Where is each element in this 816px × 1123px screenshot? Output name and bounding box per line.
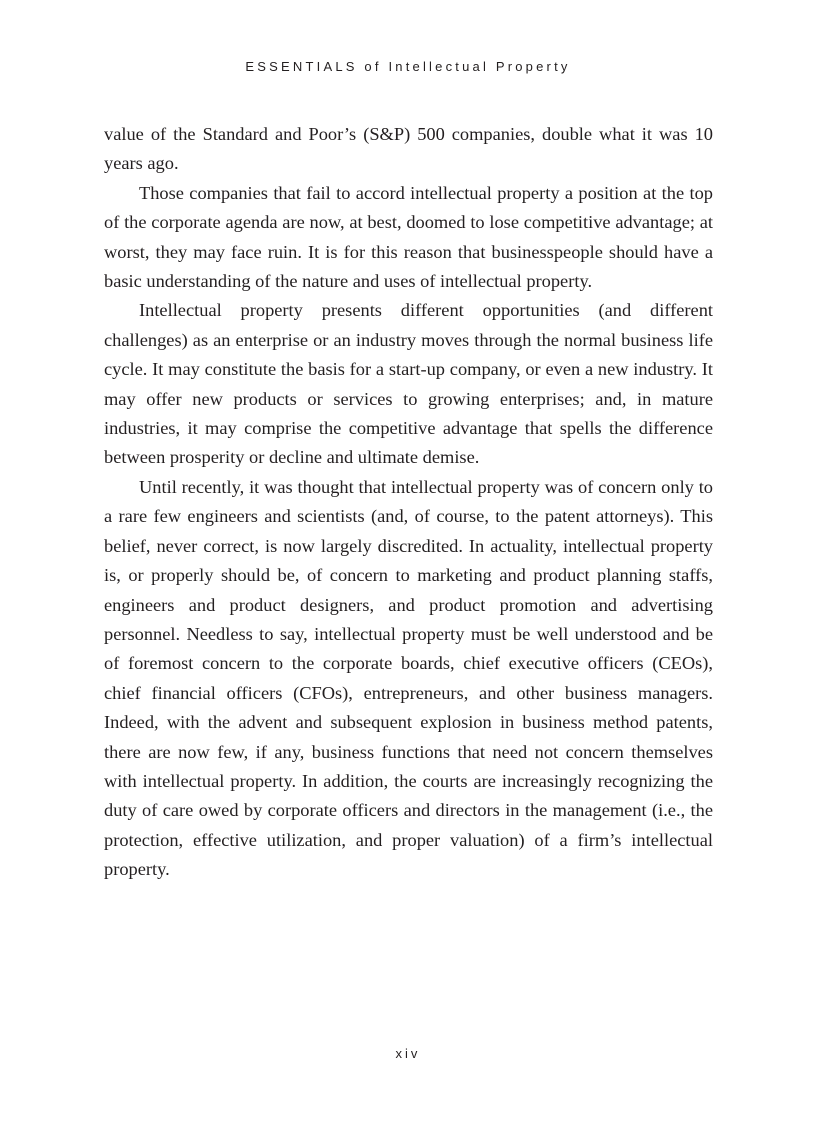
paragraph-1: value of the Standard and Poor’s (S&P) 500 companies, double what it was 10 years ago. <box>104 124 713 174</box>
paragraph-3: Intellectual property presents different opportunities (and different challenges) as an enterprise or an industry moves through the normal business life cycle. It may constitute the basis for a start-up company, or even a new industry. It may offer new products or services to growing enterprises; and, in mature industries, it may comprise the competitive advantage that spells the difference between prosperity or decline and ultimate demise. <box>104 300 713 468</box>
paragraph-2: Those companies that fail to accord intellectual property a position at the top of the corporate agenda are now, at best, doomed to lose competitive advantage; at worst, they may face ruin. It is for this reason that businesspeople should have a basic understanding of the nature and uses of intellectual property. <box>104 182 713 292</box>
page-number: xiv <box>395 1046 421 1061</box>
body-text <box>104 120 713 885</box>
paragraph-4: Until recently, it was thought that intellectual property was of concern only to a rare few engineers and scientists (and, of course, to the patent attorneys). This belief, never correct, is now largely discredited. In actuality, intellectual property is, or properly should be, of concern to marketing and product planning staffs, engineers and product designers, and product promotion and advertising personnel. Needless to say, intellectual property must be well understood and be of foremost concern to the corporate boards, chief executive officers (CEOs), chief financial officers (CFOs), entrepreneurs, and other business managers. Indeed, with the advent and subsequent explosion in business method patents, there are now few, if any, business functions that need not concern themselves with intellectual property. In addition, the courts are increasingly recognizing the duty of care owed by corporate officers and directors in the management (i.e., the protection, effective utilization, and proper valuation) of a firm’s intellectual property. <box>104 476 713 880</box>
running-head: ESSENTIALS of Intellectual Property <box>245 59 571 74</box>
